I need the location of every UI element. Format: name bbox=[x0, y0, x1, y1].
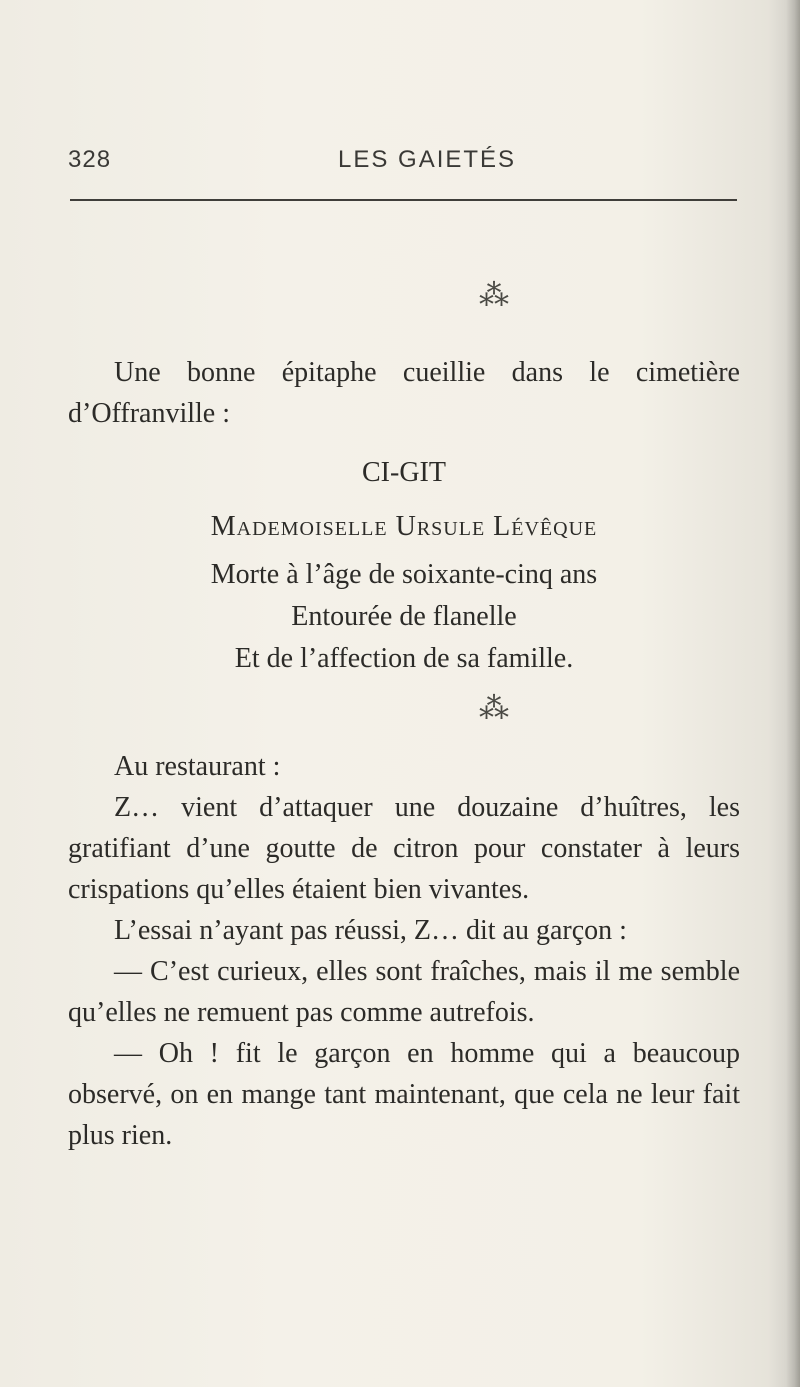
restaurant-paragraph-4: — Oh ! fit le garçon en homme qui a beaucoup observé, on en mange tant maintenant, que cela ne leur fait plus rien. bbox=[68, 1038, 740, 1151]
intro-text: Une bonne épitaphe cueillie dans le cimetière d’Offranville : bbox=[68, 357, 740, 429]
epitaph-block bbox=[68, 446, 740, 680]
intro-paragraph bbox=[68, 352, 740, 434]
page-number: 328 bbox=[68, 146, 112, 173]
header-rule bbox=[70, 199, 737, 201]
restaurant-anecdote bbox=[68, 746, 740, 1156]
epitaph-line-2: Mademoiselle Ursule Lévêque bbox=[210, 511, 598, 542]
page-edge-shadow bbox=[786, 0, 800, 1387]
epitaph-line-1: CI-GIT bbox=[362, 457, 446, 488]
asterism-icon: ⁂ bbox=[479, 279, 509, 312]
asterism-separator-2 bbox=[459, 694, 529, 734]
restaurant-paragraph-2: L’essai n’ayant pas réussi, Z… dit au garçon : bbox=[114, 915, 627, 946]
restaurant-paragraph-1: Z… vient d’attaquer une douzaine d’huîtres, les gratifiant d’une goutte de citron pour constater à leurs crispations qu’elles étaient bien vivantes. bbox=[68, 792, 740, 905]
epitaph-line-5: Et de l’affection de sa famille. bbox=[234, 643, 574, 674]
restaurant-title: Au restaurant : bbox=[114, 751, 281, 782]
epitaph-line-3: Morte à l’âge de soixante-cinq ans bbox=[210, 559, 598, 590]
asterism-icon: ⁂ bbox=[479, 692, 509, 725]
restaurant-paragraph-3: — C’est curieux, elles sont fraîches, mais il me semble qu’elles ne remuent pas comme autrefois. bbox=[68, 956, 740, 1028]
running-header bbox=[68, 146, 738, 186]
asterism-separator-1 bbox=[459, 281, 529, 321]
epitaph-line-4: Entourée de flanelle bbox=[291, 601, 517, 632]
running-title: LES GAIETÉS bbox=[338, 146, 517, 173]
